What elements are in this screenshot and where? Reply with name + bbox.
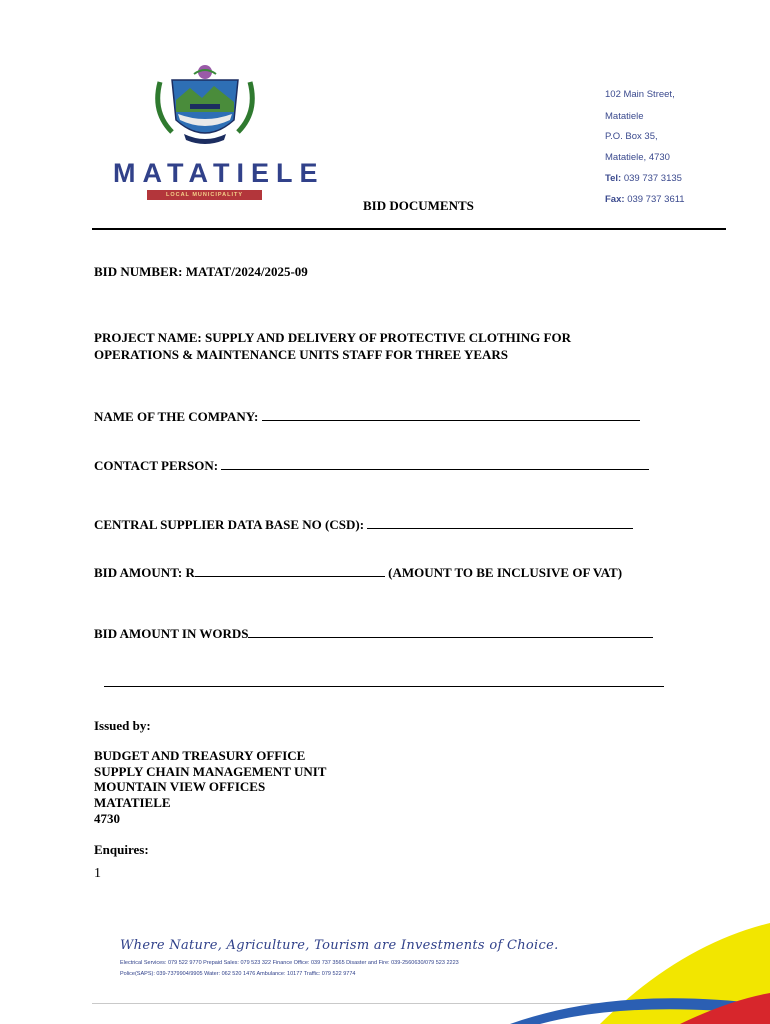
- issuer-line-4: MATATIELE: [94, 795, 171, 810]
- bid-amount-row: [94, 564, 622, 581]
- footer-contacts-line-1: Electrical Services: 079 522 9770 Prepaid Sales: 079 523 322 Finance Office: 039 737 3565 Disaster and Fire: 039-2560630/079 523 2223: [120, 960, 459, 966]
- address-line-4: Matatiele, 4730: [605, 152, 670, 163]
- logo-title: MATATIELE: [113, 158, 325, 188]
- bid-number: BID NUMBER: MATAT/2024/2025-09: [94, 264, 308, 279]
- project-name-line-1: PROJECT NAME: SUPPLY AND DELIVERY OF PROTECTIVE CLOTHING FOR: [94, 330, 571, 345]
- address-line-3: P.O. Box 35,: [605, 131, 658, 142]
- company-name-row: [94, 408, 640, 425]
- municipal-crest-logo: [150, 62, 260, 147]
- bid-amount-words-field-2[interactable]: [104, 674, 664, 687]
- company-name-field[interactable]: [262, 408, 640, 421]
- bid-amount-words-label: BID AMOUNT IN WORDS: [94, 626, 249, 641]
- document-title: BID DOCUMENTS: [363, 198, 474, 213]
- issuer-line-1: BUDGET AND TREASURY OFFICE: [94, 748, 306, 763]
- bid-amount-words-field[interactable]: [248, 625, 653, 638]
- contact-person-field[interactable]: [221, 457, 649, 470]
- project-name-line-2: OPERATIONS & MAINTENANCE UNITS STAFF FOR THREE YEARS: [94, 347, 509, 362]
- footer-swoosh-graphic: [470, 915, 770, 1024]
- tel-number: 039 737 3135: [623, 173, 682, 184]
- fax-number: 039 737 3611: [627, 194, 685, 205]
- issued-by-label: Issued by:: [94, 718, 151, 733]
- bid-amount-field[interactable]: [195, 564, 385, 577]
- csd-label: CENTRAL SUPPLIER DATA BASE NO (CSD):: [94, 517, 365, 532]
- bid-amount-words-row: [94, 625, 653, 642]
- issuer-line-2: SUPPLY CHAIN MANAGEMENT UNIT: [94, 764, 327, 779]
- bid-amount-label: BID AMOUNT: R: [94, 565, 195, 580]
- page-number: 1: [94, 866, 101, 881]
- fax: [605, 194, 685, 205]
- bid-amount-note: (AMOUNT TO BE INCLUSIVE OF VAT): [388, 565, 623, 580]
- header-divider: [92, 228, 726, 230]
- address-line-1: 102 Main Street,: [605, 89, 675, 100]
- issuer-line-5: 4730: [94, 811, 120, 826]
- telephone: [605, 173, 682, 184]
- footer-slogan: Where Nature, Agriculture, Tourism are Investments of Choice.: [120, 938, 559, 953]
- contact-person-label: CONTACT PERSON:: [94, 458, 219, 473]
- company-name-label: NAME OF THE COMPANY:: [94, 409, 259, 424]
- contact-person-row: [94, 457, 649, 474]
- tel-label: Tel:: [605, 173, 622, 184]
- csd-row: [94, 516, 633, 533]
- bid-amount-words-row-2: [104, 674, 664, 691]
- address-line-2: Matatiele: [605, 111, 644, 122]
- logo-subtitle: LOCAL MUNICIPALITY: [147, 190, 262, 200]
- fax-label: Fax:: [605, 194, 625, 205]
- enquires-label: Enquires:: [94, 842, 149, 857]
- footer-contacts-line-2: Police(SAPS): 039-7379904/9905 Water: 062 520 1476 Ambulance: 10177 Traffic: 079 522 9774: [120, 971, 356, 977]
- csd-field[interactable]: [367, 516, 633, 529]
- issuer-line-3: MOUNTAIN VIEW OFFICES: [94, 779, 266, 794]
